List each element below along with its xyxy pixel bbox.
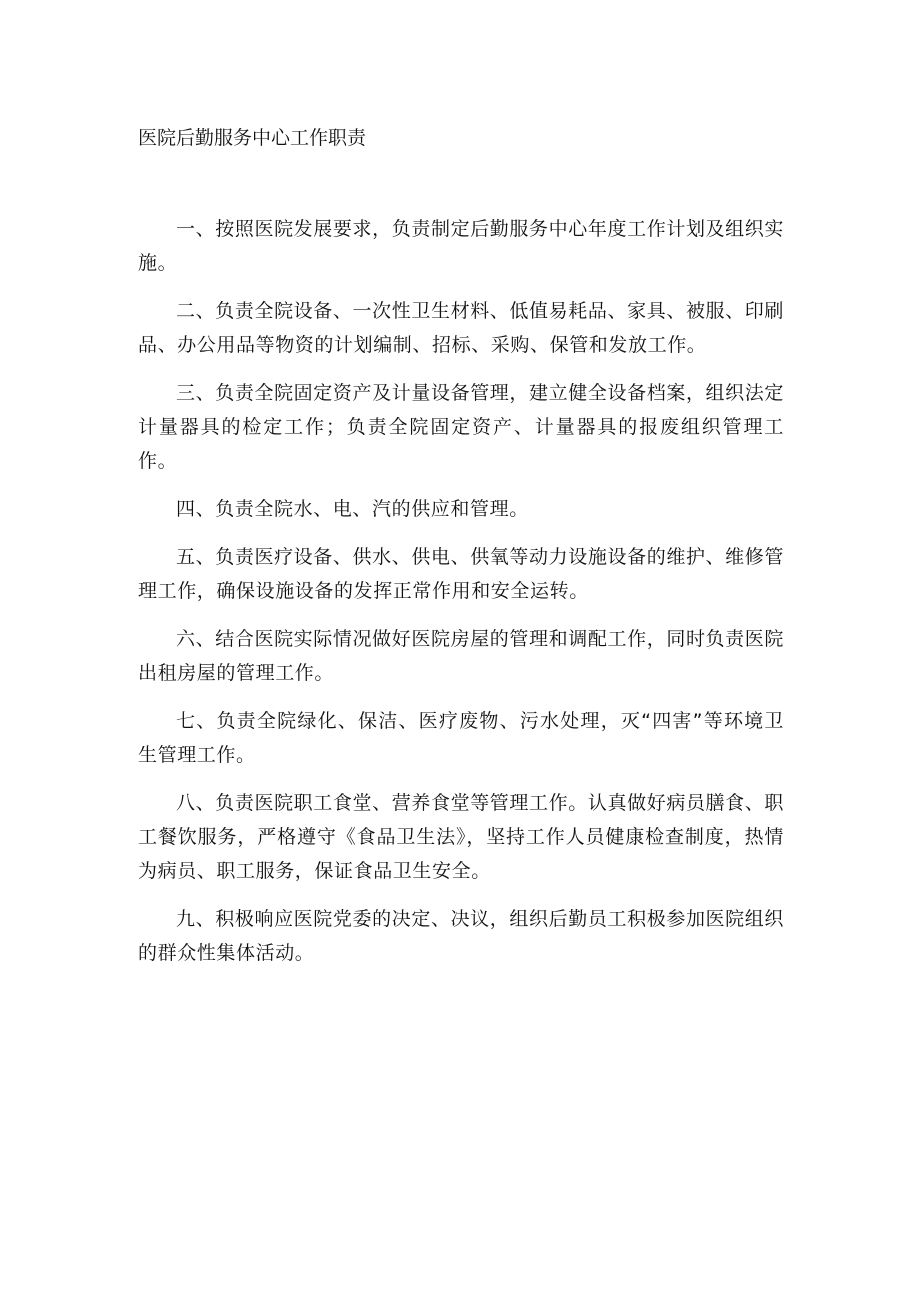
duty-item-3: 三、负责全院固定资产及计量设备管理，建立健全设备档案，组织法定计量器具的检定工作；负责全院固定资产、计量器具的报废组织管理工作。 [138, 382, 784, 472]
document-body [138, 212, 784, 984]
duty-item-7: 七、负责全院绿化、保洁、医疗废物、污水处理，灭“四害”等环境卫生管理工作。 [138, 710, 784, 766]
duty-item-5: 五、负责医疗设备、供水、供电、供氧等动力设施设备的维护、维修管理工作，确保设施设备的发挥正常作用和安全运转。 [138, 546, 784, 602]
duty-item-9: 九、积极响应医院党委的决定、决议，组织后勤员工积极参加医院组织的群众性集体活动。 [138, 908, 784, 964]
duty-item-2: 二、负责全院设备、一次性卫生材料、低值易耗品、家具、被服、印刷品、办公用品等物资的计划编制、招标、采购、保管和发放工作。 [138, 300, 784, 356]
duty-item-4: 四、负责全院水、电、汽的供应和管理。 [176, 498, 529, 520]
duty-item-8: 八、负责医院职工食堂、营养食堂等管理工作。认真做好病员膳食、职工餐饮服务，严格遵守《食品卫生法》，坚持工作人员健康检查制度，热情为病员、职工服务，保证食品卫生安全。 [138, 792, 784, 882]
document-title: 医院后勤服务中心工作职责 [138, 127, 367, 149]
duty-item-6: 六、结合医院实际情况做好医院房屋的管理和调配工作，同时负责医院出租房屋的管理工作。 [138, 628, 784, 684]
duty-item-1: 一、按照医院发展要求，负责制定后勤服务中心年度工作计划及组织实施。 [138, 218, 784, 274]
